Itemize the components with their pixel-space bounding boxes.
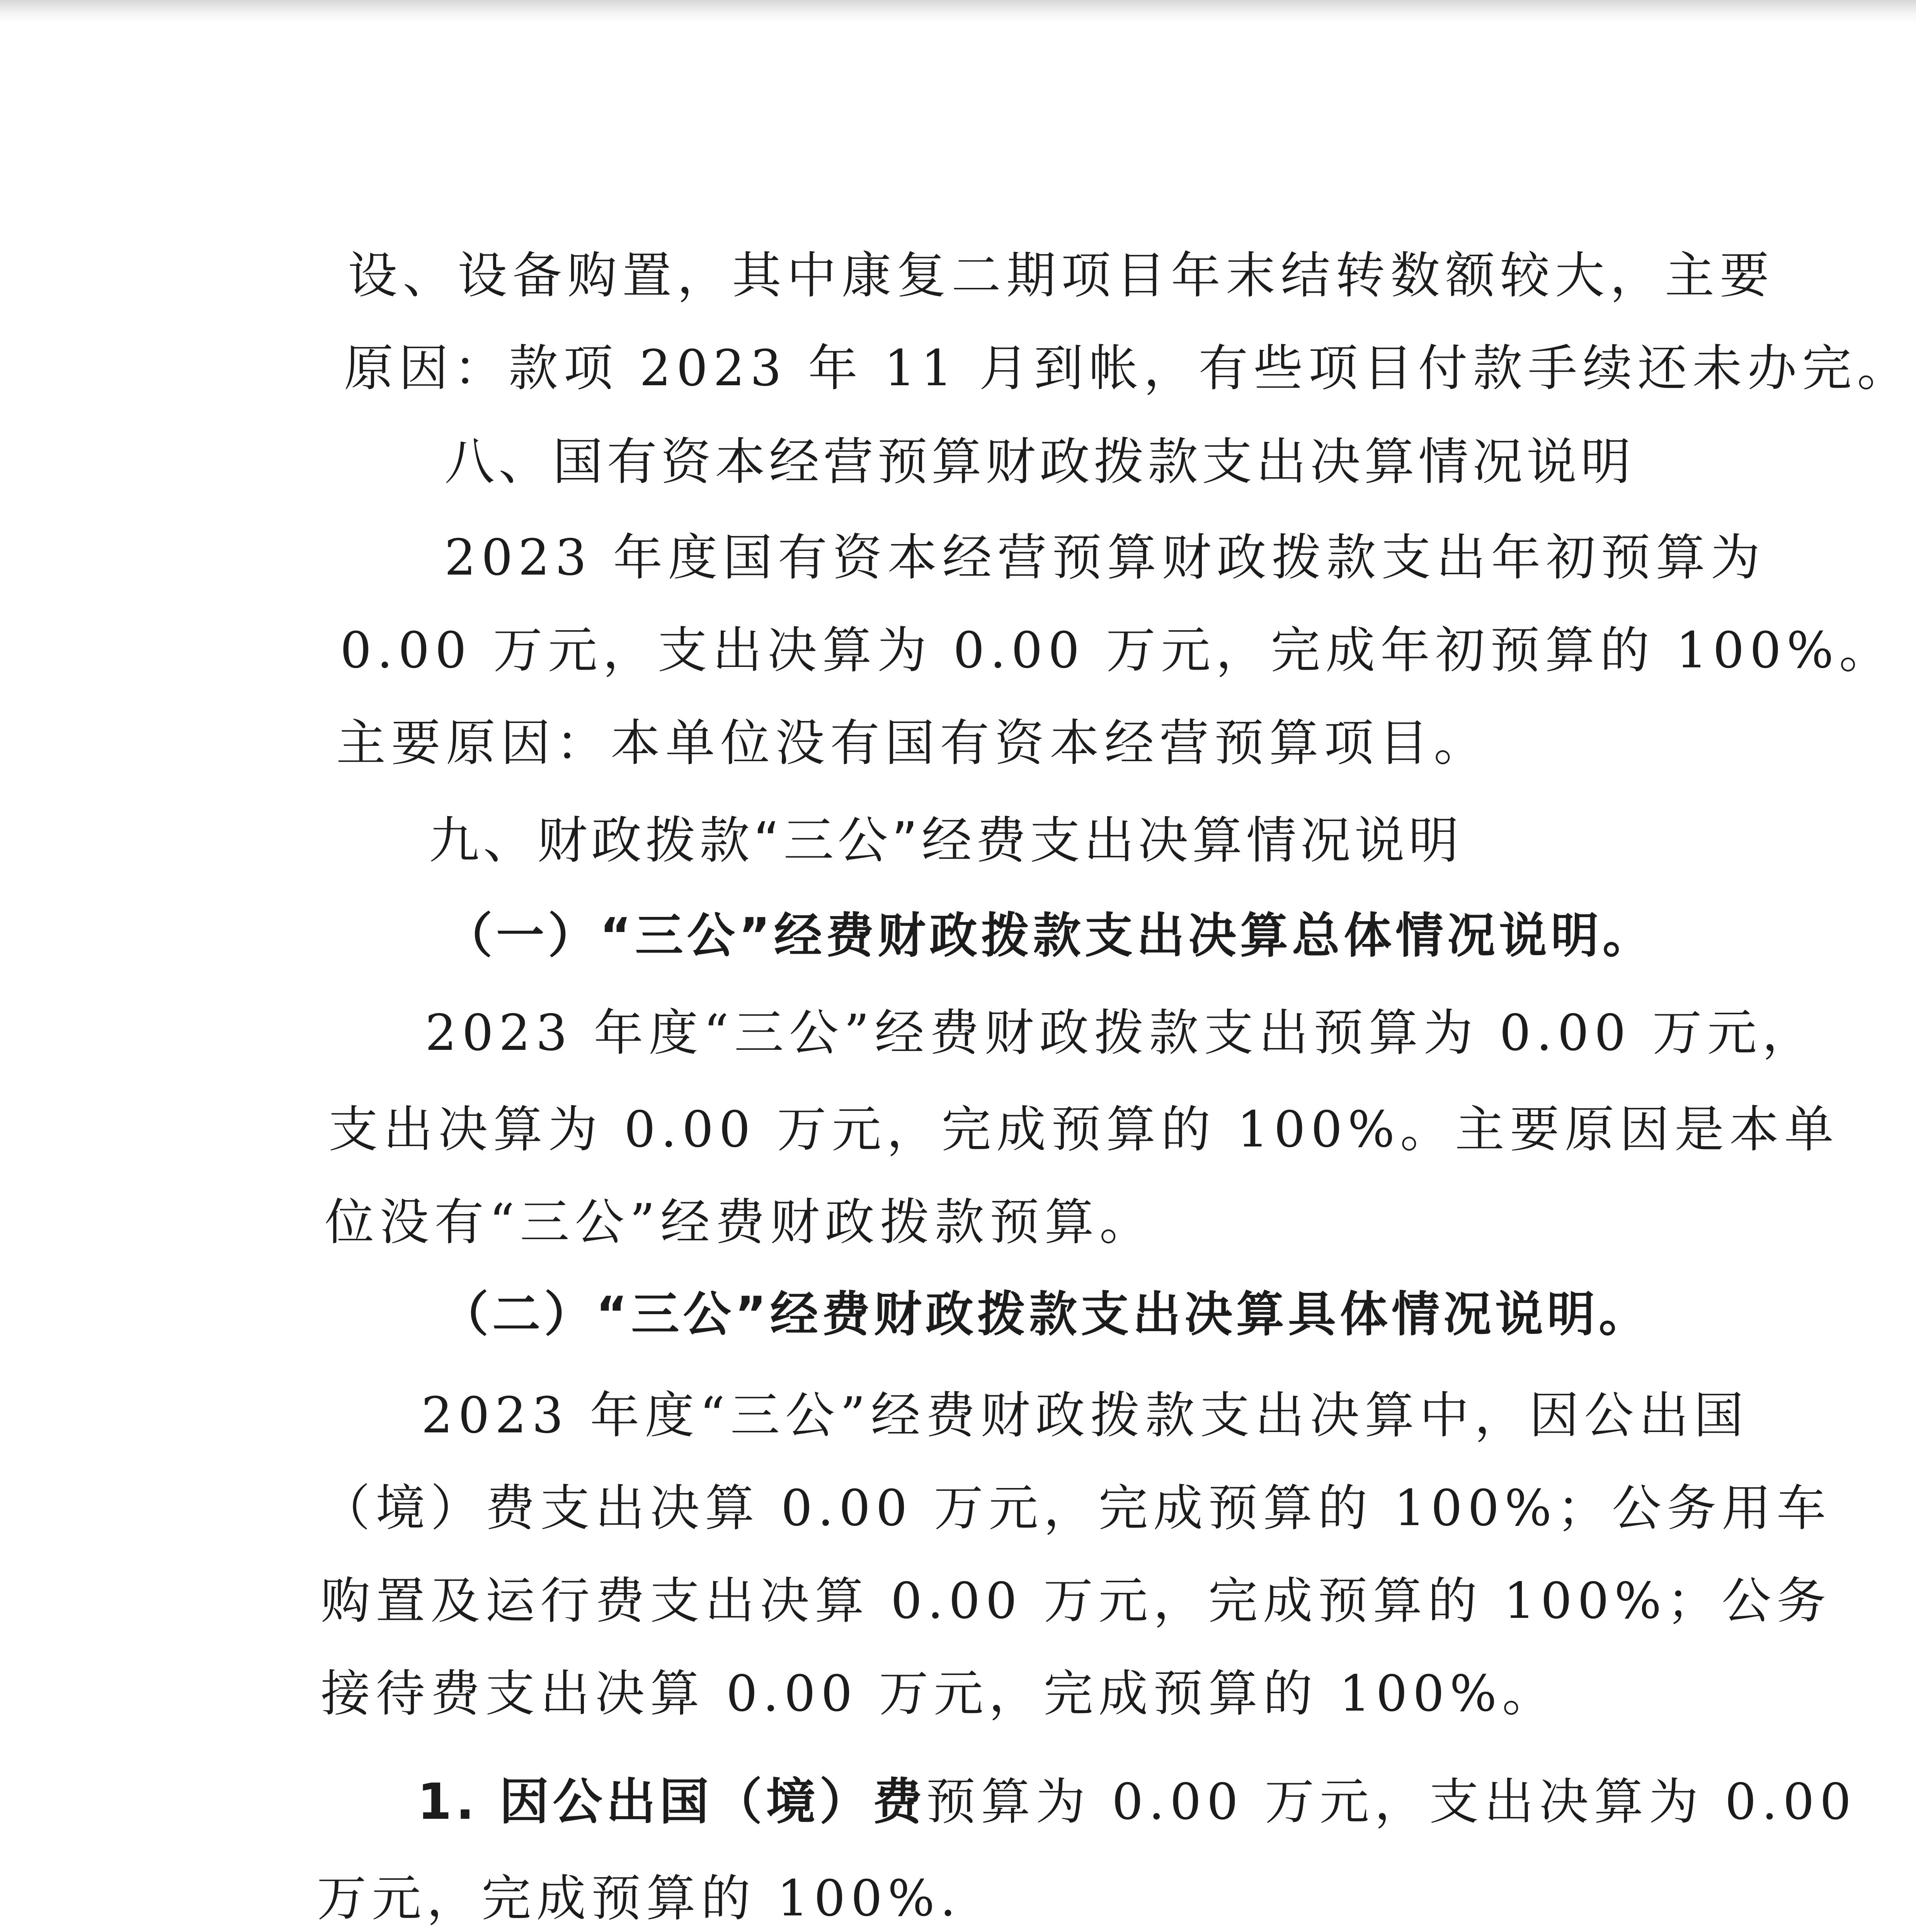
paragraph-line: 2023 年度国有资本经营预算财政拨款支出年初预算为 — [444, 529, 1766, 587]
paragraph-line: 设、设备购置，其中康复二期项目年末结转数额较大，主要 — [348, 247, 1775, 304]
section-heading-8: 八、国有资本经营预算财政拨款支出决算情况说明 — [444, 432, 1635, 491]
subsection-heading-2: （二）“三公”经费财政拨款支出决算具体情况说明。 — [441, 1287, 1651, 1342]
paragraph-line: 2023 年度“三公”经费财政拨款支出决算中，因公出国 — [421, 1387, 1749, 1444]
list-item-1-term: 1. 因公出国（境）费 — [417, 1773, 926, 1831]
list-item-1-text: 预算为 0.00 万元，支出决算为 0.00 — [926, 1773, 1857, 1831]
paragraph-line: 2023 年度“三公”经费财政拨款支出预算为 0.00 万元， — [425, 1004, 1817, 1062]
scan-top-edge — [0, 0, 1916, 23]
subsection-heading-1: （一）“三公”经费财政拨款支出决算总体情况说明。 — [444, 908, 1654, 964]
paragraph-line: （境）费支出决算 0.00 万元，完成预算的 100%；公务用车 — [321, 1480, 1832, 1537]
list-item-1 — [417, 1773, 1857, 1831]
paragraph-line: 原因：款项 2023 年 11 月到帐，有些项目付款手续还未办完。 — [344, 340, 1912, 397]
section-heading-9: 九、财政拨款“三公”经费支出决算情况说明 — [429, 811, 1463, 870]
paragraph-line: 接待费支出决算 0.00 万元，完成预算的 100%。 — [321, 1665, 1557, 1723]
paragraph-line: 万元，完成预算的 100%. — [317, 1870, 961, 1927]
paragraph-line: 0.00 万元，支出决算为 0.00 万元，完成年初预算的 100%。 — [340, 622, 1894, 679]
paragraph-line: 主要原因：本单位没有国有资本经营预算项目。 — [336, 714, 1489, 772]
paragraph-line: 位没有“三公”经费财政拨款预算。 — [325, 1194, 1154, 1251]
paragraph-line: 支出决算为 0.00 万元，完成预算的 100%。主要原因是本单 — [328, 1101, 1839, 1158]
paragraph-line: 购置及运行费支出决算 0.00 万元，完成预算的 100%；公务 — [321, 1572, 1832, 1630]
